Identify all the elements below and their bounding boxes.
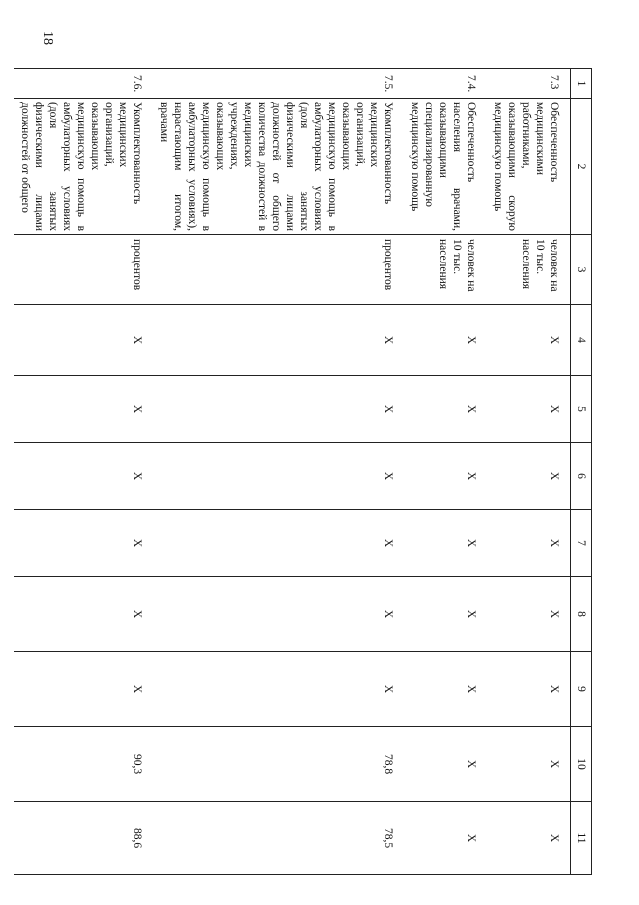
value-cell: X bbox=[487, 802, 571, 875]
value-cell: X bbox=[404, 802, 487, 875]
header-cell: 2 bbox=[571, 99, 592, 235]
value-cell: X bbox=[153, 305, 404, 376]
value-cell: X bbox=[153, 376, 404, 443]
table-row bbox=[14, 69, 153, 875]
header-cell: 3 bbox=[571, 235, 592, 305]
unit-cell: человек на 10 тыс. населения bbox=[404, 235, 487, 305]
indicator-name: Укомплектованность медицинских организаций, оказывающих медицинскую помощь в амбулаторных условиях (доля занятых физическими лицами должностей от общего количества должностей в медицинских учреждениях, оказывающих медицинскую помощь в амбулаторных условиях), нарастающим итогом, врачами bbox=[153, 99, 404, 235]
header-cell: 9 bbox=[571, 652, 592, 727]
value-cell: X bbox=[404, 376, 487, 443]
value-cell: X bbox=[404, 727, 487, 802]
value-cell: 88,6 bbox=[14, 802, 153, 875]
header-cell: 5 bbox=[571, 376, 592, 443]
row-number: 7.5. bbox=[153, 69, 404, 99]
value-cell: X bbox=[14, 577, 153, 652]
header-cell: 4 bbox=[571, 305, 592, 376]
table-row bbox=[153, 69, 404, 875]
value-cell: X bbox=[14, 443, 153, 510]
header-cell: 6 bbox=[571, 443, 592, 510]
value-cell: X bbox=[153, 577, 404, 652]
value-cell: X bbox=[14, 510, 153, 577]
unit-cell: процентов bbox=[153, 235, 404, 305]
row-number: 7.4. bbox=[404, 69, 487, 99]
header-cell: 7 bbox=[571, 510, 592, 577]
value-cell: 78,8 bbox=[153, 727, 404, 802]
value-cell: X bbox=[487, 305, 571, 376]
value-cell: 78,5 bbox=[153, 802, 404, 875]
value-cell: X bbox=[14, 376, 153, 443]
indicator-name: Обеспеченность населения врачами, оказывающими специализированную медицинскую помощь bbox=[404, 99, 487, 235]
value-cell: X bbox=[487, 577, 571, 652]
value-cell: X bbox=[14, 305, 153, 376]
value-cell: X bbox=[404, 443, 487, 510]
value-cell: X bbox=[404, 305, 487, 376]
table-row bbox=[487, 69, 571, 875]
value-cell: X bbox=[14, 652, 153, 727]
value-cell: X bbox=[487, 652, 571, 727]
indicators-table bbox=[14, 68, 592, 875]
value-cell: X bbox=[153, 510, 404, 577]
value-cell: 90,3 bbox=[14, 727, 153, 802]
value-cell: X bbox=[487, 443, 571, 510]
unit-cell: процентов bbox=[14, 235, 153, 305]
indicator-name: Обеспеченность медицинскими работниками, оказывающими скорую медицинскую помощь bbox=[487, 99, 571, 235]
indicator-name: Укомплектованность медицинских организаций, оказывающих медицинскую помощь в амбулаторных условиях (доля занятых физическими лицами должностей от общего bbox=[14, 99, 153, 235]
value-cell: X bbox=[404, 510, 487, 577]
header-cell: 1 bbox=[571, 69, 592, 99]
value-cell: X bbox=[153, 652, 404, 727]
row-number: 7.3 bbox=[487, 69, 571, 99]
rotated-page-content bbox=[17, 68, 592, 874]
header-cell: 10 bbox=[571, 727, 592, 802]
value-cell: X bbox=[487, 727, 571, 802]
header-cell: 8 bbox=[571, 577, 592, 652]
page-number: 18 bbox=[40, 31, 55, 45]
value-cell: X bbox=[487, 376, 571, 443]
unit-cell: человек на 10 тыс. населения bbox=[487, 235, 571, 305]
row-number: 7.6. bbox=[14, 69, 153, 99]
header-cell: 11 bbox=[571, 802, 592, 875]
value-cell: X bbox=[404, 577, 487, 652]
table-row bbox=[404, 69, 487, 875]
value-cell: X bbox=[487, 510, 571, 577]
value-cell: X bbox=[153, 443, 404, 510]
table-header-row bbox=[571, 69, 592, 875]
value-cell: X bbox=[404, 652, 487, 727]
